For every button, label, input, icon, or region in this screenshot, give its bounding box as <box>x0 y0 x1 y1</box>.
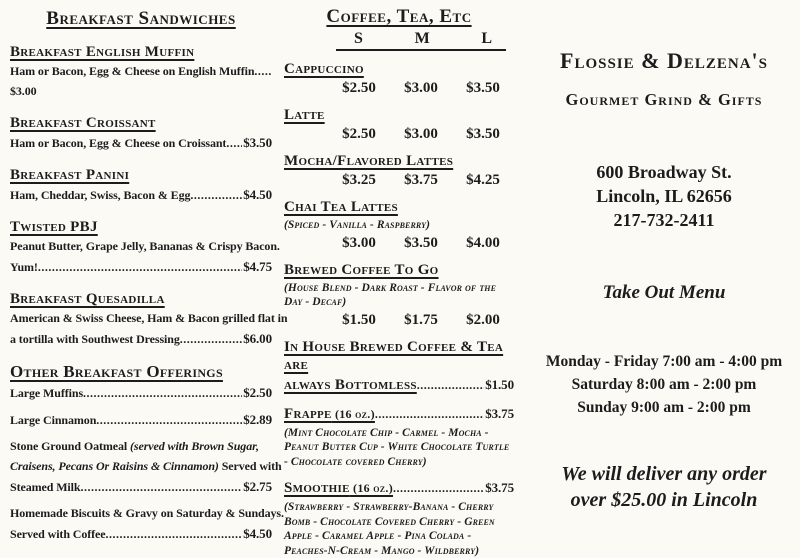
menu-type-label: Take Out Menu <box>602 282 726 303</box>
item-name: Smoothie <box>284 480 350 496</box>
flavor-note: (Strawberry - Strawberry-Banana - Cherry Bomb - Chocolate Covered Cherry - Green Apple - Caramel Apple - Pina Colada - Peaches-N-Cream - Mango - Wildberry) <box>284 501 495 557</box>
item-name: Mocha/Flavored Lattes <box>284 153 454 169</box>
item-line-text <box>10 439 259 453</box>
item-line <box>10 329 272 349</box>
price-row <box>328 126 514 143</box>
item-line <box>284 375 514 395</box>
item-price: $1.50 <box>485 376 514 392</box>
price-value: $2.50 <box>342 126 376 142</box>
business-name: Flossie & Delzena's <box>560 48 768 73</box>
item-line <box>10 477 272 497</box>
item-line <box>10 82 272 101</box>
item-line <box>10 62 272 81</box>
dotted-leader <box>226 134 242 153</box>
item-line <box>10 185 272 205</box>
text-segment: Craisens, Pecans Or Raisins & Cinnamon) <box>10 459 219 473</box>
menu-item <box>284 404 514 470</box>
item-line-text <box>10 459 282 473</box>
hours-block <box>534 350 794 419</box>
address-city: Lincoln, IL 62656 <box>596 186 732 206</box>
item-line <box>10 524 272 544</box>
item-line <box>10 504 284 523</box>
text-segment: Stone Ground Oatmeal <box>10 439 131 453</box>
item-line <box>284 404 514 424</box>
item-line-text <box>10 330 180 349</box>
text-segment: (served with Brown Sugar, <box>130 439 259 453</box>
item-line <box>10 410 272 430</box>
price-row <box>328 312 514 329</box>
menu-item <box>10 43 272 101</box>
item-price: $3.75 <box>485 480 514 495</box>
item-line-text <box>10 525 106 544</box>
menu-item <box>284 478 514 558</box>
menu-item <box>284 60 514 97</box>
flavor-note: (Spiced - Vanilla - Raspberry) <box>284 219 431 231</box>
delivery-note-line2: over $25.00 in Lincoln <box>570 489 758 511</box>
price-row <box>328 172 514 189</box>
size-note: (16 oz.) <box>349 481 394 495</box>
size-medium-label: M <box>414 30 430 47</box>
item-price: $3.75 <box>485 405 514 421</box>
item-line-text <box>10 384 83 403</box>
dotted-leader <box>83 384 242 403</box>
price-value: $3.00 <box>404 126 438 142</box>
item-line-text <box>10 411 96 430</box>
item-name: Breakfast Quesadilla <box>10 291 165 307</box>
item-line-text <box>10 258 38 277</box>
item-price: $6.00 <box>243 331 272 346</box>
price-value: $2.50 <box>342 80 376 96</box>
breakfast-column <box>10 0 288 544</box>
text-segment: Ham or Bacon, Egg & Cheese on Croissant <box>10 136 227 150</box>
text-segment: Large Muffins <box>10 386 84 400</box>
size-large-label: L <box>481 30 492 47</box>
item-line-text <box>10 311 287 325</box>
drinks-column <box>284 0 514 558</box>
price-row <box>328 80 514 97</box>
flavor-note: (House Blend - Dark Roast - Flavor of the Day - Decaf) <box>284 281 497 308</box>
text-segment: Ham or Bacon, Egg & Cheese on English Muffin <box>10 64 255 78</box>
dotted-leader <box>96 411 242 430</box>
price-value: $1.50 <box>342 311 376 328</box>
item-name: Cappuccino <box>284 61 364 77</box>
price-row <box>328 235 514 252</box>
item-line-text <box>10 186 190 205</box>
price-value: $3.25 <box>342 172 376 188</box>
text-segment: Ham, Cheddar, Swiss, Bacon & Egg <box>10 188 191 202</box>
text-segment: Large Cinnamon <box>10 413 97 427</box>
dotted-leader <box>375 404 484 424</box>
phone-number: 217-732-2411 <box>613 210 715 230</box>
menu-item <box>284 338 514 395</box>
dotted-leader <box>254 62 272 81</box>
price-value: $4.00 <box>466 234 500 251</box>
item-name-continued: always Bottomless <box>284 376 417 393</box>
item-name: Brewed Coffee To Go <box>284 261 439 278</box>
business-tagline: Gourmet Grind & Gifts <box>565 90 763 109</box>
delivery-note <box>534 461 794 513</box>
breakfast-heading-text: Breakfast Sandwiches <box>46 8 236 29</box>
item-name: Breakfast Croissant <box>10 115 156 131</box>
text-segment: a tortilla with Southwest Dressing <box>10 332 180 346</box>
item-name: Frappe <box>284 405 332 422</box>
dotted-leader <box>38 258 242 277</box>
text-segment: Steamed Milk <box>10 480 81 494</box>
item-line-text <box>10 239 280 253</box>
dotted-leader <box>180 330 243 349</box>
text-segment: Served with Coffee <box>10 527 106 541</box>
item-line <box>10 257 272 277</box>
text-segment: American & Swiss Cheese, Ham & Bacon grilled flat in <box>10 311 288 325</box>
price-value: $2.00 <box>466 311 500 328</box>
item-price: $4.75 <box>243 259 272 274</box>
delivery-note-line1: We will deliver any order <box>561 463 767 485</box>
item-price: $4.50 <box>243 187 272 202</box>
drinks-heading <box>284 6 514 28</box>
item-price: $2.75 <box>243 479 272 494</box>
hours-weekday: Monday - Friday 7:00 am - 4:00 pm <box>545 353 783 370</box>
item-name: Latte <box>284 107 325 123</box>
item-line-text <box>10 478 80 497</box>
size-small-label: S <box>354 30 363 47</box>
item-line <box>10 133 272 153</box>
drinks-heading-text: Coffee, Tea, Etc <box>326 6 472 27</box>
info-column <box>534 0 794 513</box>
menu-item <box>284 261 514 329</box>
item-line-text <box>284 404 375 424</box>
menu-item <box>284 198 514 252</box>
item-line-text <box>284 478 393 498</box>
flavor-note: (Mint Chocolate Chip - Carmel - Mocha - Peanut Butter Cup - White Chocolate Turtle - Chocolate covered Cherry) <box>284 426 510 468</box>
text-segment: Peanut Butter, Grape Jelly, Bananas & Crispy Bacon. <box>10 239 280 253</box>
breakfast-items <box>10 43 288 544</box>
menu-item <box>284 152 514 189</box>
text-segment: $3.00 <box>10 84 37 98</box>
item-name: In House Brewed Coffee & Tea are <box>284 338 504 373</box>
item-name: Twisted PBJ <box>10 219 98 235</box>
price-value: $3.50 <box>466 126 500 142</box>
price-value: $3.75 <box>404 172 438 188</box>
hours-saturday: Saturday 8:00 am - 2:00 pm <box>571 376 757 393</box>
address-street: 600 Broadway St. <box>596 162 732 182</box>
item-price: $2.50 <box>243 385 272 400</box>
menu-item <box>284 106 514 143</box>
item-name: Breakfast English Muffin <box>10 44 195 60</box>
item-line <box>284 478 514 498</box>
dotted-leader <box>80 478 242 497</box>
size-header <box>336 30 506 51</box>
item-price: $3.50 <box>243 135 272 150</box>
price-value: $3.50 <box>466 80 500 96</box>
item-price: $2.89 <box>243 412 272 427</box>
dotted-leader <box>393 478 484 498</box>
item-line-text <box>284 375 417 395</box>
item-name: Breakfast Panini <box>10 167 130 183</box>
price-value: $1.75 <box>404 311 438 328</box>
price-value: $4.25 <box>466 172 500 188</box>
menu-item <box>10 362 284 544</box>
text-segment: Served with <box>218 459 282 473</box>
item-line-text <box>10 506 284 520</box>
text-segment: Yum! <box>10 260 38 274</box>
item-name: Other Breakfast Offerings <box>10 362 223 381</box>
item-line <box>10 383 272 403</box>
item-line-text <box>10 84 37 98</box>
dotted-leader <box>417 375 484 395</box>
item-line-text <box>10 62 254 81</box>
item-line <box>10 237 280 256</box>
hours-sunday: Sunday 9:00 am - 2:00 pm <box>577 399 751 416</box>
item-name: Chai Tea Lattes <box>284 199 398 215</box>
price-value: $3.50 <box>404 234 438 251</box>
size-note: (16 oz.) <box>331 406 375 421</box>
item-line <box>10 309 288 328</box>
dotted-leader <box>190 186 242 205</box>
menu-item <box>10 114 272 153</box>
text-segment: Homemade Biscuits & Gravy on Saturday & Sundays. <box>10 506 284 520</box>
item-line <box>10 437 272 456</box>
drink-items <box>284 60 514 558</box>
dotted-leader <box>106 525 243 544</box>
item-line-text <box>10 134 226 153</box>
price-value: $3.00 <box>404 80 438 96</box>
address-block <box>534 160 794 232</box>
menu-item <box>10 166 272 205</box>
price-value: $3.00 <box>342 234 376 251</box>
item-line <box>10 457 282 476</box>
breakfast-heading <box>10 8 272 30</box>
menu-item <box>10 218 280 277</box>
item-price: $4.50 <box>243 526 272 541</box>
menu-item <box>10 290 288 349</box>
